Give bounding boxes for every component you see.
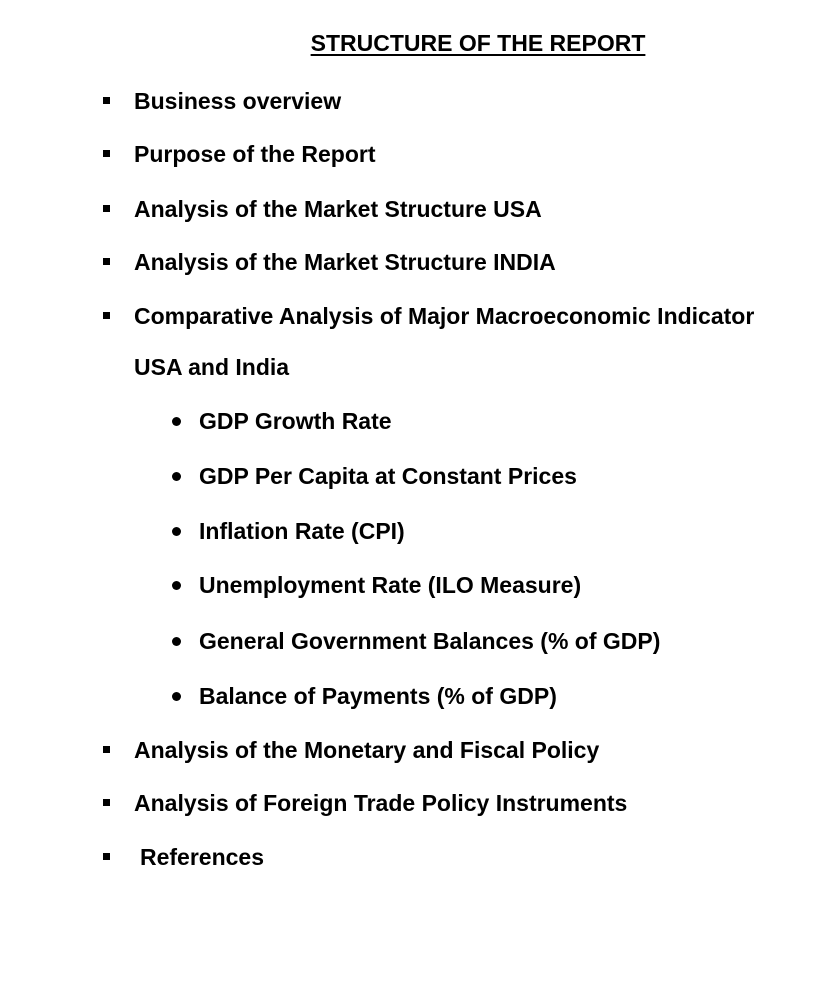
round-bullet-icon: [172, 417, 181, 426]
square-bullet-icon: [103, 150, 110, 157]
list-item-references: References: [140, 844, 265, 870]
sublist-item-gdp-growth-rate: GDP Growth Rate: [199, 408, 392, 434]
list-item-market-structure-india: Analysis of the Market Structure INDIA: [134, 249, 556, 275]
list-item-business-overview: Business overview: [134, 88, 342, 114]
list-item-foreign-trade-policy: Analysis of Foreign Trade Policy Instruments: [134, 790, 628, 816]
square-bullet-icon: [103, 258, 110, 265]
square-bullet-icon: [103, 205, 110, 212]
round-bullet-icon: [172, 637, 181, 646]
square-bullet-icon: [103, 853, 110, 860]
list-item-comparative-analysis-continued: USA and India: [134, 354, 290, 380]
round-bullet-icon: [172, 581, 181, 590]
list-item-monetary-fiscal-policy: Analysis of the Monetary and Fiscal Policy: [134, 737, 600, 763]
round-bullet-icon: [172, 692, 181, 701]
sublist-item-inflation-rate: Inflation Rate (CPI): [199, 518, 405, 544]
round-bullet-icon: [172, 527, 181, 536]
square-bullet-icon: [103, 312, 110, 319]
list-item-purpose: Purpose of the Report: [134, 141, 376, 167]
round-bullet-icon: [172, 472, 181, 481]
sublist-item-government-balances: General Government Balances (% of GDP): [199, 628, 661, 654]
page-title: STRUCTURE OF THE REPORT: [310, 30, 646, 56]
square-bullet-icon: [103, 97, 110, 104]
square-bullet-icon: [103, 799, 110, 806]
sublist-item-gdp-per-capita: GDP Per Capita at Constant Prices: [199, 463, 577, 489]
list-item-market-structure-usa: Analysis of the Market Structure USA: [134, 196, 542, 222]
list-item-comparative-analysis: Comparative Analysis of Major Macroeconomic Indicator: [134, 303, 755, 329]
square-bullet-icon: [103, 746, 110, 753]
sublist-item-unemployment-rate: Unemployment Rate (ILO Measure): [199, 572, 582, 598]
sublist-item-balance-of-payments: Balance of Payments (% of GDP): [199, 683, 557, 709]
